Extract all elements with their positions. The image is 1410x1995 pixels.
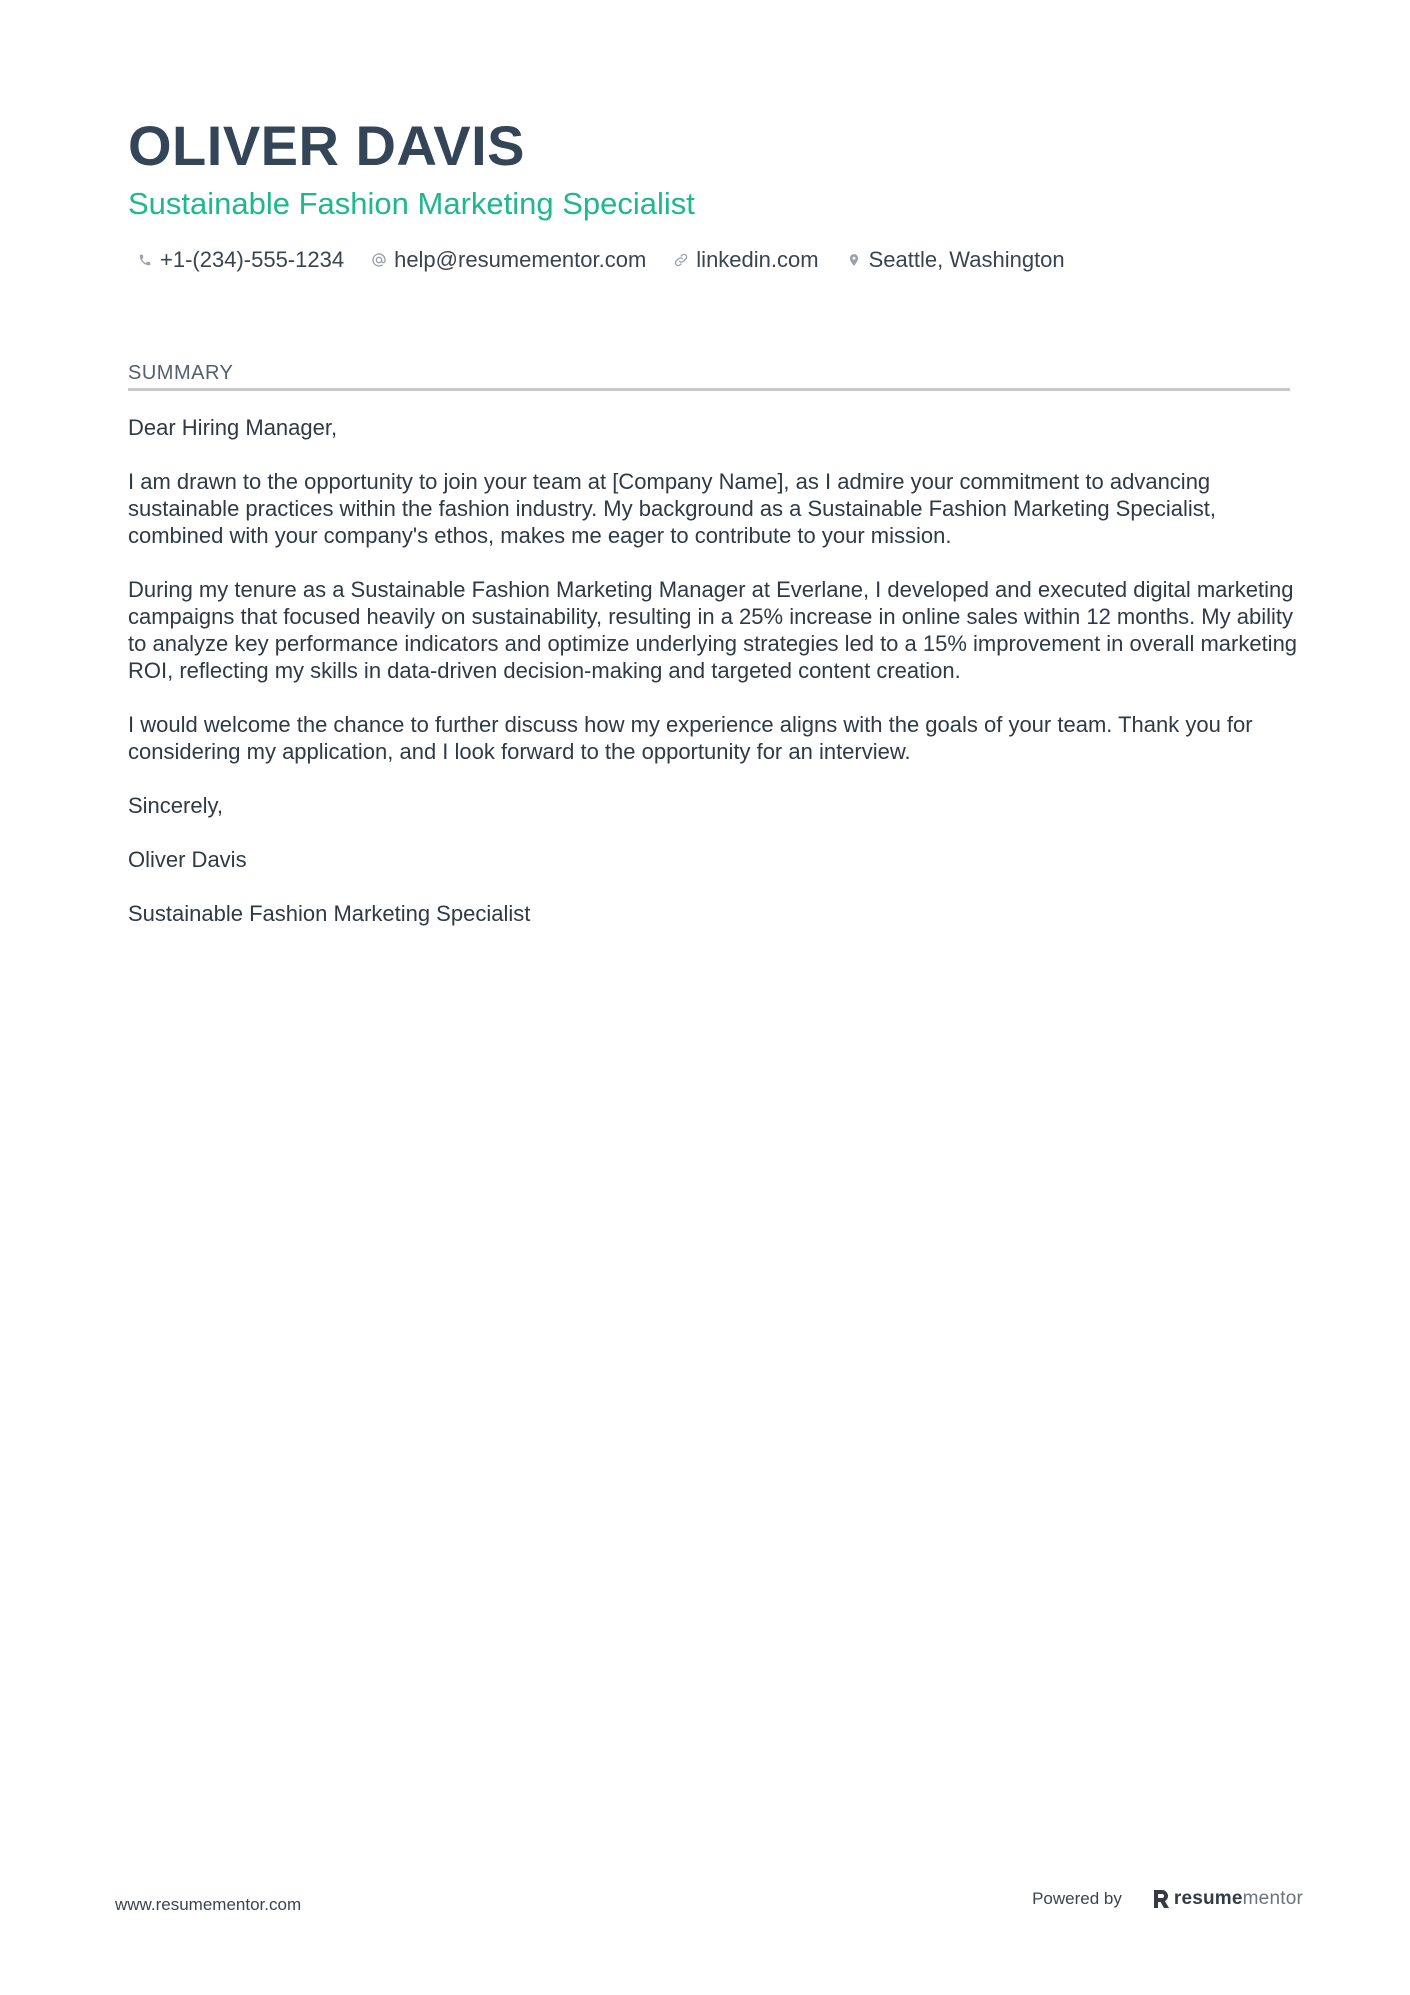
signature-name: Oliver Davis — [128, 847, 247, 872]
brand-logo — [1152, 1888, 1303, 1910]
contact-phone — [136, 244, 344, 276]
closing: Sincerely, — [128, 793, 223, 818]
contact-row — [136, 244, 1091, 276]
summary-heading: SUMMARY — [128, 360, 1290, 391]
footer-brand — [1032, 1888, 1303, 1910]
email-text: help@resumementor.com — [394, 247, 647, 272]
at-icon — [370, 251, 388, 269]
brand-word-resume: resume — [1173, 1888, 1243, 1909]
link-icon — [672, 251, 690, 269]
location-pin-icon — [845, 251, 863, 269]
candidate-name: OLIVER DAVIS — [128, 114, 526, 177]
location-text: Seattle, Washington — [868, 247, 1065, 272]
contact-email — [370, 244, 646, 276]
phone-icon — [136, 251, 154, 269]
letter-body — [128, 414, 1298, 954]
letter-paragraph-1: I am drawn to the opportunity to join your team at [Company Name], as I admire your commitment to advancing sustainable practices within the fashion industry. My background as a Sustainable Fashion Marketing Specialist, combined with your company's ethos, makes me eager to contribute to your mission. — [128, 469, 1216, 548]
powered-by-label: Powered by — [1032, 1889, 1122, 1908]
letter-paragraph-3: I would welcome the chance to further discuss how my experience aligns with the goals of your team. Thank you for considering my application, and I look forward to the opportunity for an interview. — [128, 712, 1253, 764]
footer-website: www.resumementor.com — [115, 1895, 302, 1914]
resumementor-logo-icon — [1152, 1889, 1170, 1909]
linkedin-text: linkedin.com — [696, 247, 819, 272]
signature-title: Sustainable Fashion Marketing Specialist — [128, 901, 531, 926]
phone-text: +1-(234)-555-1234 — [160, 247, 345, 272]
letter-paragraph-2: During my tenure as a Sustainable Fashion Marketing Manager at Everlane, I developed and executed digital marketing campaigns that focused heavily on sustainability, resulting in a 25% increase in online sales within 12 months. My ability to analyze key performance indicators and optimize underlying strategies led to a 15% improvement in overall marketing ROI, reflecting my skills in data-driven decision-making and targeted content creation. — [128, 577, 1298, 683]
contact-location — [845, 244, 1065, 276]
salutation: Dear Hiring Manager, — [128, 415, 338, 440]
brand-word-mentor: mentor — [1242, 1888, 1303, 1909]
contact-linkedin — [672, 244, 818, 276]
candidate-title: Sustainable Fashion Marketing Specialist — [128, 186, 695, 221]
